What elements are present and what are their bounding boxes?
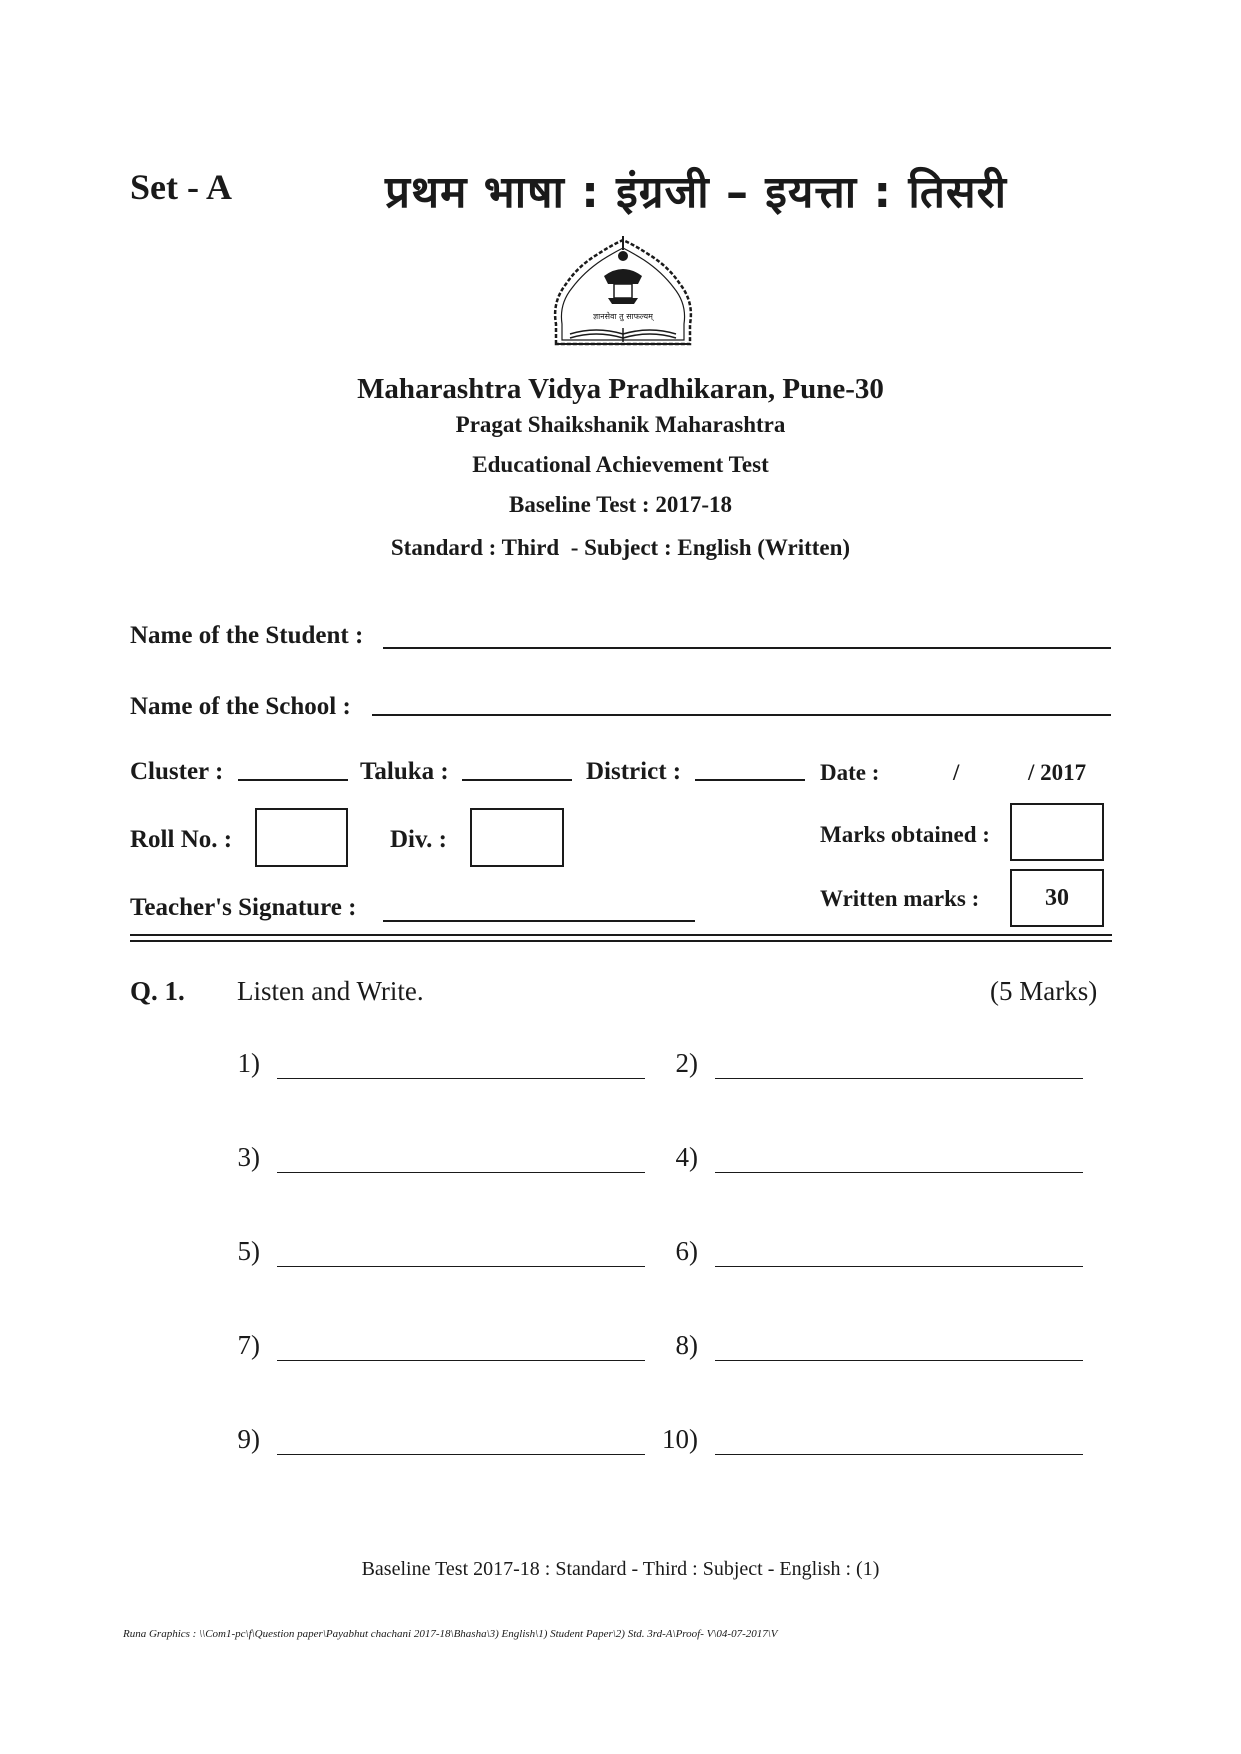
- answer-number: 4): [675, 1142, 698, 1172]
- answer-line-field[interactable]: [715, 1078, 1083, 1079]
- test-name: Educational Achievement Test: [472, 452, 769, 477]
- answer-line-field[interactable]: [715, 1360, 1083, 1361]
- written-marks-label: Written marks :: [820, 886, 980, 911]
- logo-motto: ज्ञानसेवा तु साफल्यम्: [593, 312, 653, 321]
- board-logo-emblem: [548, 232, 698, 352]
- print-credit: Runa Graphics : \\Com1-pc\f\Question paper\Payabhut chachani 2017-18\Bhasha\3) English\1) Student Paper\2) Std. 3rd-A\Proof- V\04-07-2017\V: [123, 1628, 778, 1640]
- teacher-signature-field[interactable]: [383, 920, 695, 922]
- district-label: District :: [586, 758, 682, 785]
- answer-line-field[interactable]: [277, 1078, 645, 1079]
- answer-line-field[interactable]: [277, 1360, 645, 1361]
- school-name-field[interactable]: [372, 714, 1111, 716]
- program-name: Pragat Shaikshanik Maharashtra: [455, 412, 786, 437]
- answer-line-field[interactable]: [277, 1172, 645, 1173]
- district-field[interactable]: [695, 779, 805, 781]
- answer-number: 3): [237, 1142, 260, 1172]
- student-name-field[interactable]: [383, 647, 1111, 649]
- div-label: Div. :: [390, 826, 447, 853]
- hindi-title: प्रथम भाषा : इंग्रजी – इयत्ता : तिसरी: [385, 167, 1008, 218]
- page-footer: Baseline Test 2017-18 : Standard - Third : Subject - English : (1): [361, 1558, 880, 1580]
- set-label: Set - A: [130, 167, 232, 207]
- question-marks: (5 Marks): [990, 976, 1098, 1006]
- taluka-label: Taluka :: [360, 758, 449, 785]
- marks-obtained-box[interactable]: [1010, 803, 1104, 861]
- answer-number: 5): [237, 1236, 260, 1266]
- answer-number: 10): [662, 1424, 698, 1454]
- org-name: Maharashtra Vidya Pradhikaran, Pune-30: [357, 373, 884, 405]
- question-number: Q. 1.: [130, 976, 185, 1006]
- student-name-label: Name of the Student :: [130, 622, 364, 649]
- answer-line-field[interactable]: [277, 1454, 645, 1455]
- answer-number: 1): [237, 1048, 260, 1078]
- answer-number: 9): [237, 1424, 260, 1454]
- school-name-label: Name of the School :: [130, 693, 351, 720]
- written-marks-box: 30: [1010, 869, 1104, 927]
- cluster-label: Cluster :: [130, 758, 224, 785]
- answer-line-field[interactable]: [277, 1266, 645, 1267]
- answer-line-field[interactable]: [715, 1172, 1083, 1173]
- cluster-field[interactable]: [238, 779, 348, 781]
- div-box[interactable]: [470, 808, 564, 867]
- standard-subject: Standard : Third - Subject : English (Written): [390, 535, 851, 560]
- answer-line-field[interactable]: [715, 1454, 1083, 1455]
- roll-no-label: Roll No. :: [130, 826, 233, 853]
- answer-number: 7): [237, 1330, 260, 1360]
- answer-number: 2): [675, 1048, 698, 1078]
- baseline-test-year: Baseline Test : 2017-18: [509, 492, 732, 517]
- taluka-field[interactable]: [462, 779, 572, 781]
- answer-number: 6): [675, 1236, 698, 1266]
- date-year: / 2017: [1028, 760, 1087, 785]
- date-label: Date :: [820, 760, 880, 785]
- answer-line-field[interactable]: [715, 1266, 1083, 1267]
- date-separator: /: [953, 760, 960, 785]
- section-divider: [130, 934, 1112, 942]
- teacher-signature-label: Teacher's Signature :: [130, 894, 357, 921]
- marks-obtained-label: Marks obtained :: [820, 822, 990, 847]
- roll-no-box[interactable]: [255, 808, 348, 867]
- answer-number: 8): [675, 1330, 698, 1360]
- question-text: Listen and Write.: [237, 976, 424, 1006]
